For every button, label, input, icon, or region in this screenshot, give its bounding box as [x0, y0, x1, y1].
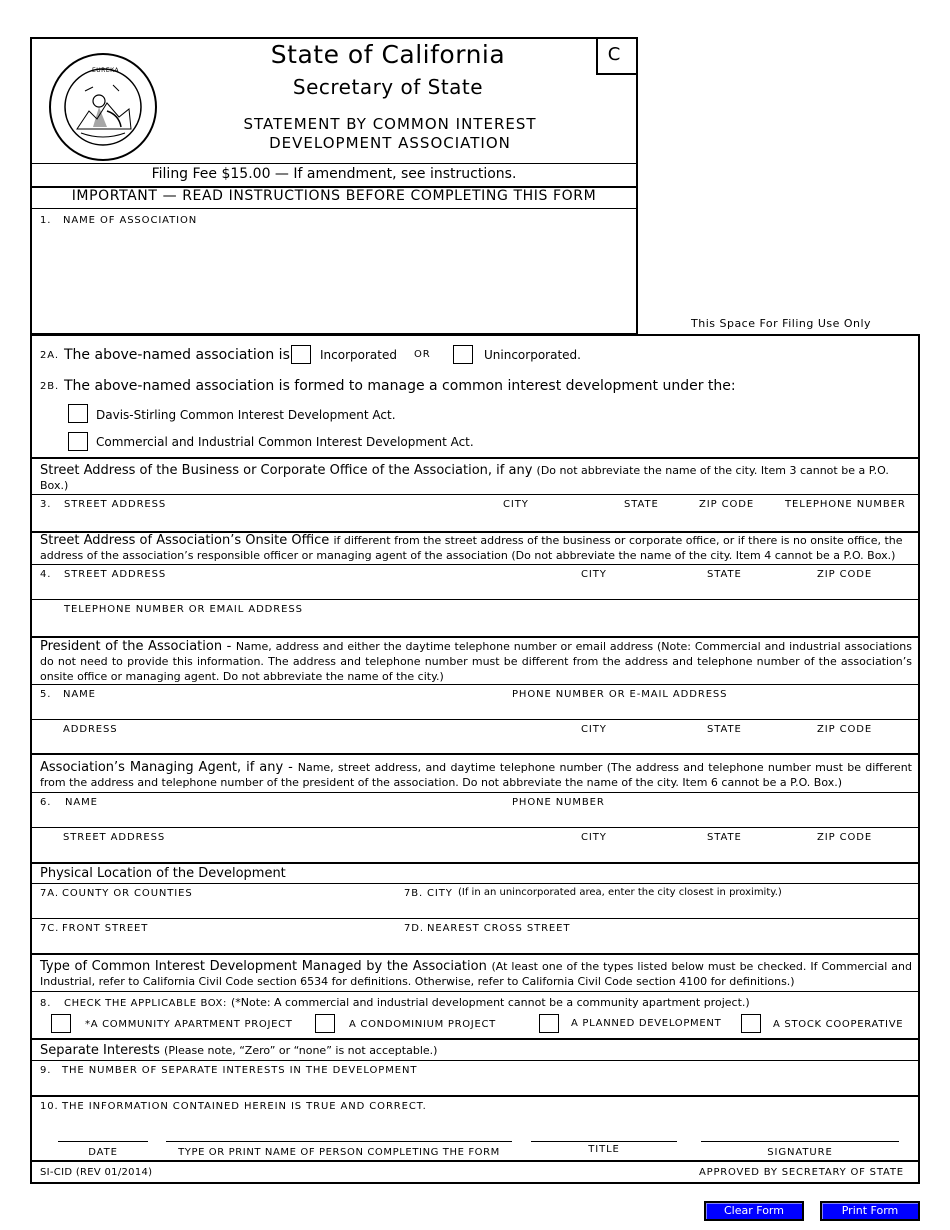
form-letter: C: [607, 44, 621, 65]
item-8-check-note: (*Note: A commercial and industrial development cannot be a community apartment project.): [231, 996, 750, 1009]
item-6-zip-label: ZIP CODE: [817, 832, 873, 843]
unincorporated-label: Unincorporated.: [484, 348, 581, 362]
county-field[interactable]: [40, 900, 395, 916]
section-5-title: President of the Association -: [40, 639, 232, 654]
section-3-header: [40, 463, 912, 493]
signature-label: SIGNATURE: [767, 1147, 833, 1158]
section-9-header: [40, 1043, 437, 1058]
signature-field[interactable]: [701, 1122, 899, 1140]
item-4-phone-email-label: TELEPHONE NUMBER OR EMAIL ADDRESS: [64, 604, 303, 615]
community-apartment-label: *A COMMUNITY APARTMENT PROJECT: [85, 1019, 293, 1030]
section-9-title: Separate Interests: [40, 1043, 160, 1058]
item-2b-text: The above-named association is formed to manage a common interest development under the:: [64, 378, 736, 394]
item-3-phone-label: TELEPHONE NUMBER: [785, 499, 906, 510]
item-6-address-field[interactable]: [40, 844, 910, 860]
section-7-title: Physical Location of the Development: [40, 866, 286, 881]
item-7d-label: NEAREST CROSS STREET: [427, 923, 571, 934]
stock-cooperative-label: A STOCK COOPERATIVE: [773, 1019, 904, 1030]
item-1-number: 1.: [40, 215, 52, 226]
condominium-label: A CONDOMINIUM PROJECT: [349, 1019, 496, 1030]
item-5-state-label: STATE: [707, 724, 742, 735]
item-10-label: THE INFORMATION CONTAINED HEREIN IS TRUE AND CORRECT.: [62, 1101, 427, 1112]
form-title-line-1: STATEMENT BY COMMON INTEREST: [243, 115, 537, 133]
city-field[interactable]: [404, 900, 909, 916]
item-5-number: 5.: [40, 689, 52, 700]
incorporated-checkbox[interactable]: [291, 345, 311, 364]
state-title: State of California: [270, 40, 506, 69]
printed-name-field[interactable]: [166, 1122, 512, 1140]
unincorporated-checkbox[interactable]: [453, 345, 473, 364]
item-9-label: THE NUMBER OF SEPARATE INTERESTS IN THE DEVELOPMENT: [62, 1065, 418, 1076]
item-5-city-label: CITY: [581, 724, 607, 735]
davis-stirling-checkbox[interactable]: [68, 404, 88, 423]
item-8-number: 8.: [40, 998, 52, 1009]
item-6-street-label: STREET ADDRESS: [63, 832, 166, 843]
stock-cooperative-checkbox[interactable]: [741, 1014, 761, 1033]
item-3-number: 3.: [40, 499, 52, 510]
item-7a-label: COUNTY OR COUNTIES: [62, 888, 193, 899]
item-6-state-label: STATE: [707, 832, 742, 843]
condominium-checkbox[interactable]: [315, 1014, 335, 1033]
name-of-association-field[interactable]: [60, 230, 630, 330]
item-5-name-label: NAME: [63, 689, 96, 700]
front-street-field[interactable]: [40, 935, 395, 951]
item-4-city-label: CITY: [581, 569, 607, 580]
davis-stirling-label: Davis-Stirling Common Interest Development Act.: [96, 408, 396, 422]
section-6-title: Association’s Managing Agent, if any -: [40, 760, 293, 775]
item-4-number: 4.: [40, 569, 52, 580]
item-6-city-label: CITY: [581, 832, 607, 843]
filing-use-label: This Space For Filing Use Only: [691, 317, 872, 330]
item-2a-number: 2A.: [40, 350, 59, 361]
print-form-button[interactable]: Print Form: [820, 1201, 920, 1221]
item-6-number: 6.: [40, 797, 52, 808]
item-2b-number: 2B.: [40, 381, 60, 392]
section-4-note: if different from the street address of the business or corporate office, or if there is no onsite office, the address of the association’s responsible officer or managing agent of the association (Do not abbreviate the name of the city. Item 4 cannot be a P.O. Box.): [40, 534, 903, 562]
item-5-address-label: ADDRESS: [63, 724, 118, 735]
or-label: OR: [414, 349, 431, 360]
commercial-industrial-checkbox[interactable]: [68, 432, 88, 451]
item-6-phone-label: PHONE NUMBER: [512, 797, 605, 808]
section-3-note: (Do not abbreviate the name of the city. Item 3 cannot be a P.O. Box.): [40, 464, 889, 492]
cross-street-field[interactable]: [404, 935, 909, 951]
item-4-phone-email-field[interactable]: [40, 616, 910, 634]
section-5-header: [40, 639, 912, 684]
section-6-header: [40, 760, 912, 790]
item-7c-number: 7C.: [40, 923, 60, 934]
planned-development-checkbox[interactable]: [539, 1014, 559, 1033]
item-3-zip-label: ZIP CODE: [699, 499, 755, 510]
item-9-number: 9.: [40, 1065, 52, 1076]
secretary-title: Secretary of State: [292, 75, 484, 99]
separate-interests-field[interactable]: [40, 1077, 910, 1093]
item-7c-label: FRONT STREET: [62, 923, 149, 934]
item-7d-number: 7D.: [404, 923, 424, 934]
item-6-name-label: NAME: [65, 797, 98, 808]
item-2a-text: The above-named association is: [64, 347, 290, 363]
item-4-address-field[interactable]: [40, 581, 910, 597]
item-10-number: 10.: [40, 1101, 59, 1112]
title-label: TITLE: [588, 1144, 620, 1155]
important-notice: IMPORTANT — READ INSTRUCTIONS BEFORE COMPLETING THIS FORM: [71, 188, 597, 204]
date-field[interactable]: [58, 1122, 148, 1140]
item-5-name-field[interactable]: [40, 701, 910, 717]
section-4-header: [40, 533, 912, 563]
title-field[interactable]: [531, 1122, 677, 1140]
item-6-name-field[interactable]: [40, 809, 910, 825]
commercial-industrial-label: Commercial and Industrial Common Interest Development Act.: [96, 435, 474, 449]
section-5-note: Name, address and either the daytime telephone number or email address (Note: Commercial and industrial associations do not need to provide this information. The address and telephone number must be different from the address and telephone number of the association’s onsite office or managing agent. Do not abbreviate the name of the city.): [40, 640, 913, 683]
item-8-check-label: CHECK THE APPLICABLE BOX:: [64, 998, 227, 1009]
incorporated-label: Incorporated: [320, 348, 397, 362]
item-7b-note: (If in an unincorporated area, enter the city closest in proximity.): [458, 887, 782, 898]
section-8-note: (At least one of the types listed below must be checked. If Commercial and Industrial, refer to California Civil Code section 6534 for definitions. Otherwise, refer to California Civil Code section 4100 for definitions.): [40, 960, 912, 988]
item-7a-number: 7A.: [40, 888, 59, 899]
date-label: DATE: [88, 1147, 118, 1158]
section-9-note: (Please note, “Zero” or “none” is not acceptable.): [164, 1044, 438, 1057]
section-8-title: Type of Common Interest Development Managed by the Association: [40, 959, 487, 974]
item-3-city-label: CITY: [503, 499, 529, 510]
item-5-zip-label: ZIP CODE: [817, 724, 873, 735]
planned-development-label: A PLANNED DEVELOPMENT: [571, 1018, 722, 1029]
section-3-title: Street Address of the Business or Corporate Office of the Association, if any: [40, 463, 533, 478]
item-3-address-field[interactable]: [40, 511, 910, 529]
item-4-zip-label: ZIP CODE: [817, 569, 873, 580]
item-3-street-label: STREET ADDRESS: [64, 499, 167, 510]
form-title-line-2: DEVELOPMENT ASSOCIATION: [269, 134, 511, 152]
printed-name-label: TYPE OR PRINT NAME OF PERSON COMPLETING THE FORM: [178, 1147, 500, 1158]
item-7b-label: CITY: [427, 888, 453, 899]
filing-fee: Filing Fee $15.00 — If amendment, see instructions.: [151, 166, 517, 182]
section-8-header: [40, 959, 912, 989]
approved-by: APPROVED BY SECRETARY OF STATE: [699, 1167, 904, 1178]
item-5-phone-email-label: PHONE NUMBER OR E-MAIL ADDRESS: [512, 689, 728, 700]
seal-motto: EUREKA: [92, 67, 120, 74]
clear-form-button[interactable]: Clear Form: [704, 1201, 804, 1221]
community-apartment-checkbox[interactable]: [51, 1014, 71, 1033]
item-4-street-label: STREET ADDRESS: [64, 569, 167, 580]
item-5-address-field[interactable]: [40, 736, 910, 752]
item-3-state-label: STATE: [624, 499, 659, 510]
item-7b-number: 7B.: [404, 888, 424, 899]
name-of-association-label: NAME OF ASSOCIATION: [63, 215, 198, 226]
section-6-note: Name, street address, and daytime telephone number (The address and telephone number must be different from the address and telephone number of the president of the association. Do not abbreviate the name of the city. Item 6 cannot be a P.O. Box.): [40, 761, 912, 789]
form-id: SI-CID (REV 01/2014): [40, 1167, 153, 1178]
section-4-title: Street Address of Association’s Onsite Office: [40, 533, 330, 548]
item-4-state-label: STATE: [707, 569, 742, 580]
